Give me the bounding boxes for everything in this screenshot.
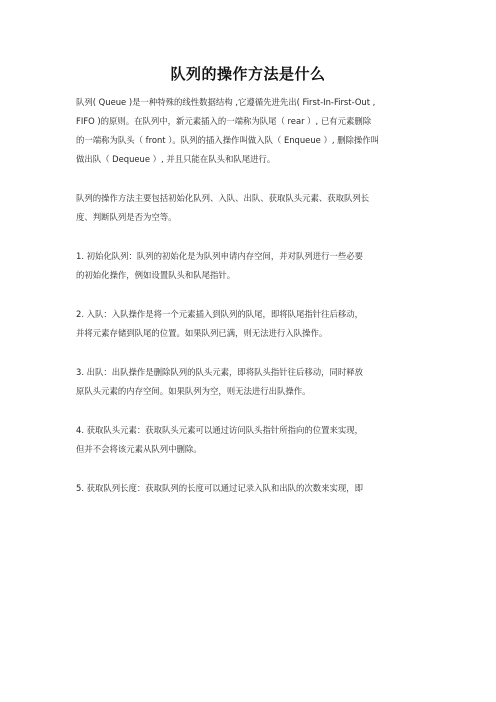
text-line: 队列的操作方法主要包括初始化队列、入队、出队、获取队头元素、获取队列长 (76, 193, 370, 203)
text-line: 4. 获取队头元素：获取队头元素可以通过访问队头指针所指向的位置来实现， (76, 425, 364, 435)
text-line: 原队头元素的内存空间。如果队列为空，则无法进行出队操作。 (76, 386, 311, 396)
paragraph-init-queue (76, 247, 436, 285)
text-line: 并将元素存储到队尾的位置。如果队列已满，则无法进行入队操作。 (76, 328, 328, 338)
text-line: FIFO )的原则。在队列中，新元素插入的一端称为队尾（ rear ）, 已有元素删除 (76, 116, 372, 126)
text-line: 做出队（ Dequeue ）, 并且只能在队头和队尾进行。 (76, 154, 276, 164)
paragraph-dequeue (76, 363, 436, 401)
text-line: 3. 出队：出队操作是删除队列的队头元素，即将队头指针往后移动，同时释放 (76, 367, 364, 377)
text-line: 的初始化操作，例如设置队头和队尾指针。 (76, 270, 236, 280)
paragraph-enqueue (76, 305, 436, 343)
paragraph-queue-length (76, 479, 436, 498)
paragraph-front-element (76, 421, 436, 459)
text-line: 度、判断队列是否为空等。 (76, 212, 177, 222)
text-line: 队列( Queue )是一种特殊的线性数据结构 ,它遵循先进先出( First-In-First-Out , (76, 97, 376, 107)
text-line: 的一端称为队头（ front ）。队列的插入操作叫做入队（ Enqueue ）, 删除操作叫 (76, 135, 380, 145)
text-line: 5. 获取队列长度：获取队列的长度可以通过记录入队和出队的次数来实现，即 (76, 483, 364, 493)
text-line: 但并不会将该元素从队列中删除。 (76, 444, 202, 454)
paragraph-summary (76, 189, 436, 227)
text-line: 1. 初始化队列：队列的初始化是为队列申请内存空间，并对队列进行一些必要 (76, 251, 364, 261)
text-line: 2. 入队：入队操作是将一个元素插入到队列的队尾，即将队尾指针往后移动， (76, 309, 364, 319)
paragraph-intro (76, 93, 436, 169)
document-title: 队列的操作方法是什么 (170, 65, 326, 83)
document-body (76, 93, 436, 518)
